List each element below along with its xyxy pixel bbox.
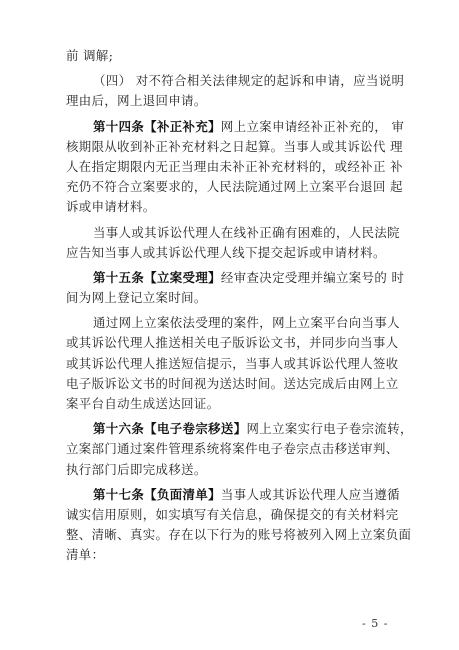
document-body [66, 46, 413, 566]
text-line: 案平台自动生成送达回证。 [66, 396, 220, 411]
text-line: 理由后，网上退回申请。 [66, 93, 207, 109]
text-line: 清单： [66, 547, 105, 563]
text-line: （四） 对不符合相关法律规定的起诉和申请，应当说明 [93, 73, 405, 89]
article-15-line: 第十五条【立案受理】经审查决定受理并编立案号的 时 [93, 269, 405, 285]
text-line: 电子版诉讼文书的时间视为送达时间。送达完成后由网上立 [66, 375, 399, 391]
text-line: 或其诉讼代理人推送相关电子版诉讼文书，并同步向当事人 [66, 335, 399, 351]
page-number: - 5 - [362, 617, 389, 630]
text-line: 人在指定期限内无正当理由未补正补充材料的，或经补正 补 [66, 158, 403, 174]
text-line: 或其诉讼代理人推送短信提示，当事人或其诉讼代理人签收 [66, 355, 399, 371]
text-line: 立案部门通过案件管理系统将案件电子卷宗点击移送审判、 [66, 441, 399, 457]
text-line: 诚实信用原则，如实填写有关信息，确保提交的有关材料完 [66, 506, 399, 522]
text-line: 充仍不符合立案要求的，人民法院通过网上立案平台退回 起 [66, 179, 403, 195]
article-17-line: 第十七条【负面清单】当事人或其诉讼代理人应当遵循 [93, 486, 400, 502]
text-line: 当事人或其诉讼代理人在线补正确有困难的，人民法院 [93, 224, 400, 240]
text-line: 诉或申请材料。 [66, 199, 156, 215]
text-line: 整、清晰、真实。存在以下行为的账号将被列入网上立案负面 [66, 527, 412, 543]
article-16-line: 第十六条【电子卷宗移送】网上立案实行电子卷宗流转， [93, 421, 413, 437]
article-14-line: 第十四条【补正补充】网上立案申请经补正补充的， 审 [93, 118, 405, 134]
article-15-heading: 第十五条【立案受理】 [93, 269, 221, 285]
text-line: 间为网上登记立案时间。 [66, 290, 207, 306]
text-line: 通过网上立案依法受理的案件，网上立案平台向当事人 [93, 315, 400, 331]
article-14-heading: 第十四条【补正补充】 [93, 118, 221, 134]
article-17-heading: 第十七条【负面清单】 [93, 486, 221, 502]
article-16-heading: 第十六条【电子卷宗移送】 [93, 421, 247, 437]
text-line: 核期限从收到补正补充材料之日起算。当事人或其诉讼代 理 [66, 138, 403, 154]
text-line: 应告知当事人或其诉讼代理人线下提交起诉或申请材料。 [66, 244, 386, 260]
text-line: 前 调解; [66, 48, 114, 63]
text-line: 执行部门后即完成移送。 [66, 461, 207, 477]
